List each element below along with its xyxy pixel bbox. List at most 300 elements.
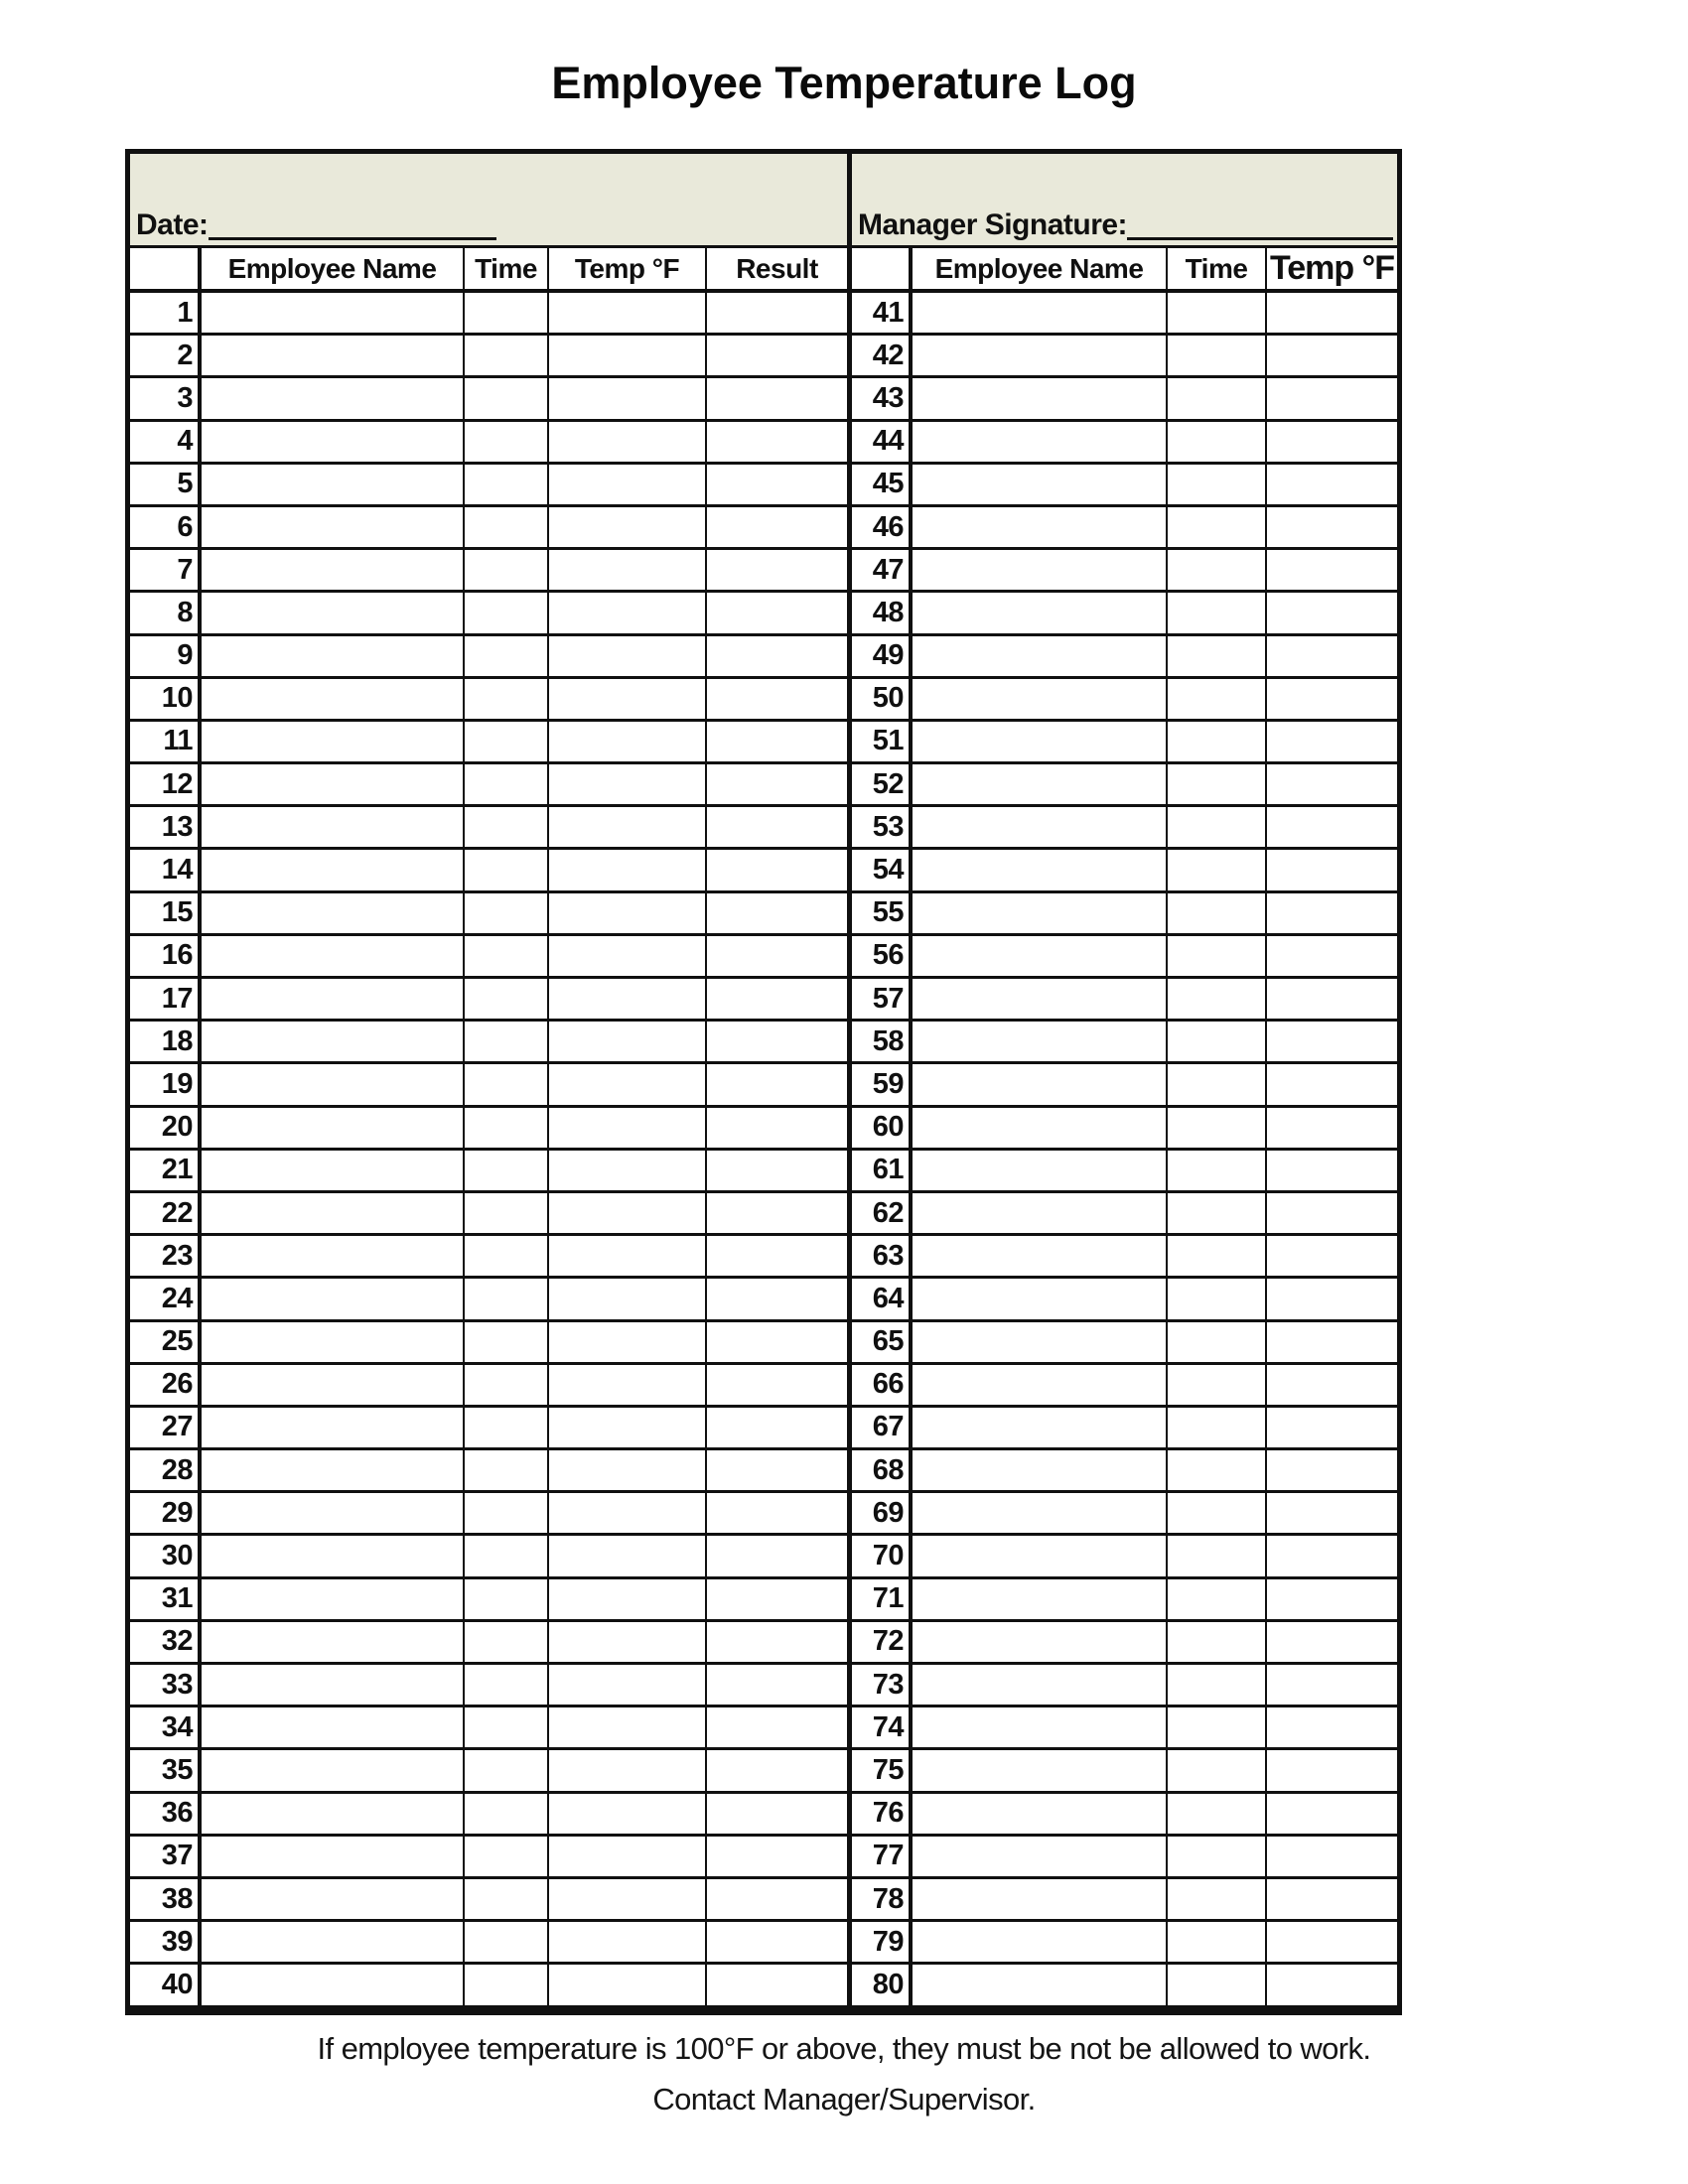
temp-cell <box>1267 1193 1397 1236</box>
row-number-cell: 30 <box>130 1536 202 1578</box>
temp-cell <box>1267 636 1397 679</box>
row-number-cell: 7 <box>130 550 202 593</box>
row-number-cell: 8 <box>130 593 202 635</box>
row-number-cell: 26 <box>130 1365 202 1408</box>
employee-name-cell <box>913 550 1168 593</box>
employee-name-cell <box>202 1665 465 1707</box>
row-number-cell: 22 <box>130 1193 202 1236</box>
temp-cell <box>1267 1707 1397 1750</box>
row-number-cell: 12 <box>130 764 202 807</box>
employee-name-cell <box>913 679 1168 722</box>
time-cell <box>1168 1151 1267 1193</box>
time-cell <box>465 1193 549 1236</box>
temp-cell <box>549 1322 707 1365</box>
row-number-cell: 41 <box>852 293 913 336</box>
row-number-cell: 70 <box>852 1536 913 1578</box>
time-cell <box>1168 936 1267 979</box>
employee-name-cell <box>202 422 465 465</box>
employee-name-cell <box>202 1750 465 1793</box>
time-cell <box>1168 1837 1267 1879</box>
row-number-cell: 29 <box>130 1493 202 1536</box>
result-cell <box>707 1707 852 1750</box>
temp-cell <box>549 422 707 465</box>
date-label: Date: <box>136 208 209 241</box>
employee-name-cell <box>202 293 465 336</box>
temp-cell <box>1267 293 1397 336</box>
temp-cell <box>1267 1493 1397 1536</box>
time-cell <box>465 1236 549 1279</box>
temp-cell <box>549 1536 707 1578</box>
temp-cell <box>549 679 707 722</box>
row-number-cell: 14 <box>130 850 202 892</box>
employee-name-cell <box>913 1750 1168 1793</box>
employee-name-cell <box>202 1493 465 1536</box>
employee-name-cell <box>202 679 465 722</box>
temp-cell <box>1267 1622 1397 1665</box>
result-cell <box>707 550 852 593</box>
temp-cell <box>549 1965 707 2007</box>
employee-name-cell <box>202 1193 465 1236</box>
employee-name-cell <box>202 1536 465 1578</box>
time-cell <box>1168 1022 1267 1064</box>
employee-name-cell <box>913 1322 1168 1365</box>
row-number-cell: 23 <box>130 1236 202 1279</box>
right-number-column-header <box>852 248 913 293</box>
result-cell <box>707 722 852 764</box>
row-number-cell: 60 <box>852 1108 913 1151</box>
time-cell <box>465 1408 549 1450</box>
time-cell <box>1168 1965 1267 2007</box>
time-cell <box>1168 807 1267 850</box>
time-cell <box>465 636 549 679</box>
temp-cell <box>549 336 707 378</box>
row-number-cell: 3 <box>130 378 202 421</box>
employee-name-cell <box>913 507 1168 550</box>
row-number-cell: 33 <box>130 1665 202 1707</box>
temp-cell <box>549 593 707 635</box>
row-number-cell: 17 <box>130 979 202 1022</box>
row-number-cell: 15 <box>130 893 202 936</box>
row-number-cell: 79 <box>852 1922 913 1965</box>
result-cell <box>707 336 852 378</box>
time-cell <box>465 1579 549 1622</box>
temp-cell <box>549 1279 707 1321</box>
temp-cell <box>1267 1536 1397 1578</box>
row-number-cell: 75 <box>852 1750 913 1793</box>
row-number-cell: 38 <box>130 1879 202 1922</box>
time-cell <box>465 893 549 936</box>
row-number-cell: 6 <box>130 507 202 550</box>
row-number-cell: 24 <box>130 1279 202 1321</box>
row-number-cell: 50 <box>852 679 913 722</box>
time-cell <box>465 722 549 764</box>
employee-name-cell <box>202 1707 465 1750</box>
row-number-cell: 65 <box>852 1322 913 1365</box>
temp-cell <box>549 1922 707 1965</box>
row-number-cell: 9 <box>130 636 202 679</box>
temp-cell <box>549 1750 707 1793</box>
employee-name-cell <box>913 1579 1168 1622</box>
result-cell <box>707 893 852 936</box>
temp-cell <box>549 1365 707 1408</box>
employee-name-cell <box>913 293 1168 336</box>
time-cell <box>1168 422 1267 465</box>
result-cell <box>707 979 852 1022</box>
time-cell <box>465 1365 549 1408</box>
employee-name-cell <box>202 1365 465 1408</box>
row-number-cell: 34 <box>130 1707 202 1750</box>
temp-cell <box>549 1450 707 1493</box>
temp-cell <box>1267 1450 1397 1493</box>
time-cell <box>1168 1365 1267 1408</box>
employee-name-cell <box>913 1707 1168 1750</box>
employee-name-cell <box>913 1193 1168 1236</box>
result-cell <box>707 1408 852 1450</box>
time-cell <box>465 679 549 722</box>
temp-cell <box>549 1837 707 1879</box>
time-cell <box>1168 1450 1267 1493</box>
time-cell <box>1168 850 1267 892</box>
row-number-cell: 27 <box>130 1408 202 1450</box>
temp-cell <box>549 850 707 892</box>
result-cell <box>707 465 852 507</box>
employee-name-cell <box>913 1064 1168 1107</box>
time-cell <box>465 1151 549 1193</box>
employee-name-cell <box>202 593 465 635</box>
time-cell <box>1168 1279 1267 1321</box>
employee-name-cell <box>202 336 465 378</box>
temp-cell <box>1267 336 1397 378</box>
employee-name-cell <box>202 1408 465 1450</box>
employee-name-cell <box>913 850 1168 892</box>
time-cell <box>1168 1707 1267 1750</box>
row-number-cell: 64 <box>852 1279 913 1321</box>
result-cell <box>707 1879 852 1922</box>
result-cell <box>707 1965 852 2007</box>
time-cell <box>1168 1665 1267 1707</box>
date-header-cell <box>130 154 852 248</box>
row-number-cell: 43 <box>852 378 913 421</box>
employee-name-cell <box>202 1622 465 1665</box>
temp-cell <box>549 1493 707 1536</box>
row-number-cell: 40 <box>130 1965 202 2007</box>
time-cell <box>1168 636 1267 679</box>
temp-cell <box>1267 807 1397 850</box>
employee-name-cell <box>202 1579 465 1622</box>
time-cell <box>465 1022 549 1064</box>
time-cell <box>465 979 549 1022</box>
employee-name-cell <box>202 1279 465 1321</box>
date-blank-line <box>209 211 496 240</box>
time-cell <box>1168 1322 1267 1365</box>
temp-cell <box>1267 1750 1397 1793</box>
employee-name-cell <box>202 979 465 1022</box>
temp-cell <box>1267 1665 1397 1707</box>
result-cell <box>707 1794 852 1837</box>
time-cell <box>1168 1064 1267 1107</box>
employee-name-cell <box>913 1108 1168 1151</box>
time-cell <box>1168 764 1267 807</box>
row-number-cell: 59 <box>852 1064 913 1107</box>
temp-cell <box>549 378 707 421</box>
time-cell <box>1168 1408 1267 1450</box>
time-cell <box>465 1622 549 1665</box>
row-number-cell: 54 <box>852 850 913 892</box>
result-cell <box>707 1622 852 1665</box>
result-cell <box>707 1665 852 1707</box>
time-cell <box>1168 1493 1267 1536</box>
time-cell <box>1168 1879 1267 1922</box>
result-cell <box>707 593 852 635</box>
result-cell <box>707 1064 852 1107</box>
time-cell <box>1168 722 1267 764</box>
result-cell <box>707 1365 852 1408</box>
manager-signature-header-cell <box>852 154 1397 248</box>
temp-cell <box>1267 550 1397 593</box>
temp-cell <box>1267 1064 1397 1107</box>
time-cell <box>465 1064 549 1107</box>
time-cell <box>1168 550 1267 593</box>
page-title: Employee Temperature Log <box>551 58 1137 108</box>
temp-cell <box>1267 1151 1397 1193</box>
time-cell <box>1168 1622 1267 1665</box>
employee-name-cell <box>913 1622 1168 1665</box>
employee-name-cell <box>202 1064 465 1107</box>
employee-name-cell <box>913 807 1168 850</box>
employee-name-cell <box>913 1365 1168 1408</box>
right-employee-name-header: Employee Name <box>913 248 1168 293</box>
row-number-cell: 10 <box>130 679 202 722</box>
time-cell <box>465 465 549 507</box>
manager-signature-label: Manager Signature: <box>858 208 1128 241</box>
temp-cell <box>1267 764 1397 807</box>
time-cell <box>1168 1236 1267 1279</box>
employee-name-cell <box>913 1022 1168 1064</box>
time-cell <box>465 336 549 378</box>
temp-cell <box>1267 1108 1397 1151</box>
row-number-cell: 78 <box>852 1879 913 1922</box>
result-cell <box>707 1108 852 1151</box>
row-number-cell: 80 <box>852 1965 913 2007</box>
employee-name-cell <box>202 1151 465 1193</box>
row-number-cell: 28 <box>130 1450 202 1493</box>
row-number-cell: 16 <box>130 936 202 979</box>
temp-cell <box>549 1665 707 1707</box>
time-cell <box>465 1279 549 1321</box>
result-cell <box>707 1022 852 1064</box>
manager-signature-blank-line <box>1127 211 1393 240</box>
employee-name-cell <box>913 722 1168 764</box>
employee-name-cell <box>913 1879 1168 1922</box>
row-number-cell: 47 <box>852 550 913 593</box>
result-cell <box>707 1193 852 1236</box>
left-result-header: Result <box>707 248 852 293</box>
temp-cell <box>1267 465 1397 507</box>
employee-name-cell <box>202 1108 465 1151</box>
result-cell <box>707 1450 852 1493</box>
row-number-cell: 42 <box>852 336 913 378</box>
time-cell <box>1168 1750 1267 1793</box>
row-number-cell: 68 <box>852 1450 913 1493</box>
temp-cell <box>549 1064 707 1107</box>
row-number-cell: 11 <box>130 722 202 764</box>
employee-name-cell <box>202 507 465 550</box>
row-number-cell: 18 <box>130 1022 202 1064</box>
time-cell <box>465 936 549 979</box>
row-number-cell: 73 <box>852 1665 913 1707</box>
time-cell <box>465 1493 549 1536</box>
result-cell <box>707 422 852 465</box>
temp-cell <box>1267 1322 1397 1365</box>
time-cell <box>1168 336 1267 378</box>
right-time-header: Time <box>1168 248 1267 293</box>
time-cell <box>1168 679 1267 722</box>
temp-cell <box>1267 1794 1397 1837</box>
temp-cell <box>1267 422 1397 465</box>
temp-cell <box>1267 378 1397 421</box>
temp-cell <box>549 1236 707 1279</box>
temp-cell <box>549 722 707 764</box>
temp-cell <box>1267 1365 1397 1408</box>
employee-name-cell <box>202 1794 465 1837</box>
time-cell <box>1168 293 1267 336</box>
time-cell <box>1168 1579 1267 1622</box>
row-number-cell: 58 <box>852 1022 913 1064</box>
temp-cell <box>549 293 707 336</box>
result-cell <box>707 764 852 807</box>
time-cell <box>465 1750 549 1793</box>
employee-name-cell <box>202 550 465 593</box>
employee-name-cell <box>913 979 1168 1022</box>
time-cell <box>465 1965 549 2007</box>
row-number-cell: 74 <box>852 1707 913 1750</box>
row-number-cell: 48 <box>852 593 913 635</box>
temp-cell <box>1267 679 1397 722</box>
employee-name-cell <box>202 936 465 979</box>
employee-name-cell <box>202 1922 465 1965</box>
employee-name-cell <box>202 1236 465 1279</box>
time-cell <box>465 1794 549 1837</box>
row-number-cell: 76 <box>852 1794 913 1837</box>
time-cell <box>1168 593 1267 635</box>
row-number-cell: 13 <box>130 807 202 850</box>
time-cell <box>465 1536 549 1578</box>
time-cell <box>1168 378 1267 421</box>
result-cell <box>707 1922 852 1965</box>
footer-note <box>0 2033 1688 2134</box>
result-cell <box>707 378 852 421</box>
row-number-cell: 36 <box>130 1794 202 1837</box>
time-cell <box>465 1707 549 1750</box>
time-cell <box>465 507 549 550</box>
time-cell <box>1168 507 1267 550</box>
employee-name-cell <box>913 1493 1168 1536</box>
time-cell <box>465 764 549 807</box>
row-number-cell: 67 <box>852 1408 913 1450</box>
temp-cell <box>549 1579 707 1622</box>
employee-name-cell <box>913 378 1168 421</box>
employee-name-cell <box>913 636 1168 679</box>
employee-name-cell <box>202 807 465 850</box>
row-number-cell: 77 <box>852 1837 913 1879</box>
time-cell <box>465 1922 549 1965</box>
temperature-log-table <box>125 149 1402 2015</box>
result-cell <box>707 1279 852 1321</box>
temp-cell <box>549 893 707 936</box>
temp-cell <box>549 550 707 593</box>
temp-cell <box>549 465 707 507</box>
temp-cell <box>1267 722 1397 764</box>
result-cell <box>707 807 852 850</box>
employee-name-cell <box>913 422 1168 465</box>
time-cell <box>465 1879 549 1922</box>
row-number-cell: 25 <box>130 1322 202 1365</box>
row-number-cell: 69 <box>852 1493 913 1536</box>
result-cell <box>707 850 852 892</box>
time-cell <box>465 593 549 635</box>
row-number-cell: 72 <box>852 1622 913 1665</box>
row-number-cell: 51 <box>852 722 913 764</box>
row-number-cell: 49 <box>852 636 913 679</box>
temp-cell <box>549 507 707 550</box>
temp-cell <box>1267 850 1397 892</box>
temp-cell <box>549 1408 707 1450</box>
employee-name-cell <box>913 1151 1168 1193</box>
row-number-cell: 32 <box>130 1622 202 1665</box>
employee-name-cell <box>913 1536 1168 1578</box>
temp-cell <box>1267 1279 1397 1321</box>
employee-name-cell <box>913 1279 1168 1321</box>
employee-name-cell <box>202 1965 465 2007</box>
time-cell <box>465 807 549 850</box>
employee-name-cell <box>202 636 465 679</box>
temp-cell <box>1267 1236 1397 1279</box>
row-number-cell: 52 <box>852 764 913 807</box>
employee-name-cell <box>913 1965 1168 2007</box>
employee-name-cell <box>202 764 465 807</box>
row-number-cell: 19 <box>130 1064 202 1107</box>
row-number-cell: 53 <box>852 807 913 850</box>
temp-cell <box>1267 507 1397 550</box>
temp-cell <box>549 936 707 979</box>
left-time-header: Time <box>465 248 549 293</box>
row-number-cell: 61 <box>852 1151 913 1193</box>
employee-name-cell <box>202 722 465 764</box>
employee-name-cell <box>913 465 1168 507</box>
time-cell <box>465 1322 549 1365</box>
employee-name-cell <box>202 1837 465 1879</box>
temp-cell <box>1267 893 1397 936</box>
employee-name-cell <box>913 1794 1168 1837</box>
result-cell <box>707 936 852 979</box>
employee-name-cell <box>913 1408 1168 1450</box>
row-number-cell: 39 <box>130 1922 202 1965</box>
time-cell <box>465 1837 549 1879</box>
time-cell <box>1168 979 1267 1022</box>
employee-name-cell <box>913 1922 1168 1965</box>
row-number-cell: 66 <box>852 1365 913 1408</box>
temp-cell <box>1267 936 1397 979</box>
time-cell <box>465 422 549 465</box>
row-number-cell: 20 <box>130 1108 202 1151</box>
row-number-cell: 45 <box>852 465 913 507</box>
time-cell <box>1168 1922 1267 1965</box>
time-cell <box>465 850 549 892</box>
row-number-cell: 57 <box>852 979 913 1022</box>
employee-name-cell <box>913 936 1168 979</box>
temp-cell <box>549 807 707 850</box>
temp-cell <box>1267 1922 1397 1965</box>
